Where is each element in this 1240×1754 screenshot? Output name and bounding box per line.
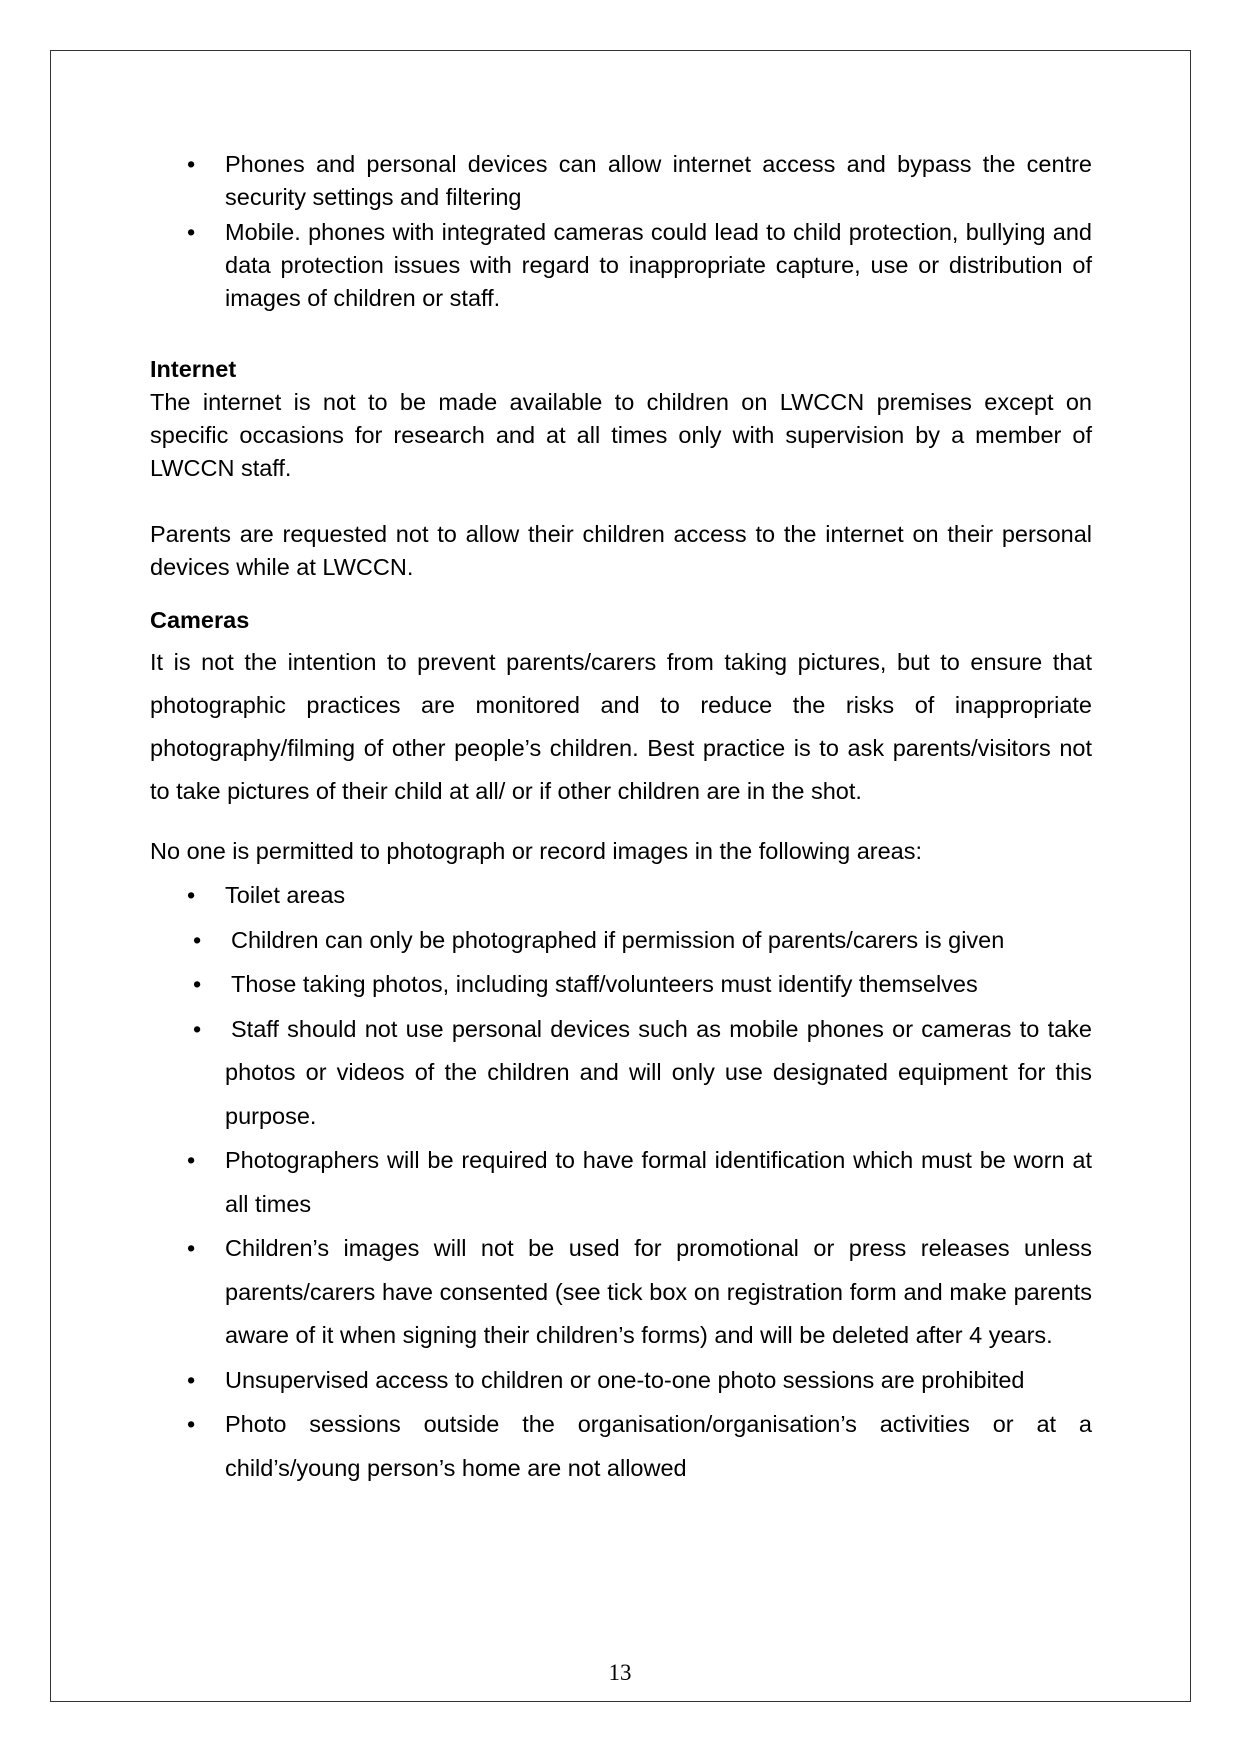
intro-bullet-list	[150, 148, 1092, 315]
list-item: • Photo sessions outside the organisation/organisation’s activities or at a child’s/young person’s home are not allowed	[150, 1403, 1092, 1490]
cameras-paragraph: It is not the intention to prevent parents/carers from taking pictures, but to ensure that photographic practices are monitored and to reduce the risks of inappropriate photography/filming of other people’s children. Best practice is to ask parents/visitors not to take pictures of their child at all/ or if other children are in the shot.	[150, 649, 1092, 804]
cameras-bullet-list	[150, 874, 1092, 1490]
cameras-restriction-paragraph: No one is permitted to photograph or record images in the following areas:	[150, 838, 923, 864]
list-item: • Those taking photos, including staff/volunteers must identify themselves	[150, 963, 1092, 1007]
list-item: • Toilet areas	[150, 874, 1092, 918]
list-item: • Staff should not use personal devices such as mobile phones or cameras to take photos or videos of the children and will only use designated equipment for this purpose.	[150, 1008, 1092, 1139]
list-item: • Phones and personal devices can allow internet access and bypass the centre security settings and filtering	[150, 148, 1092, 214]
page-content	[150, 148, 1092, 1491]
list-item: • Unsupervised access to children or one-to-one photo sessions are prohibited	[150, 1359, 1092, 1403]
list-item: • Mobile. phones with integrated cameras could lead to child protection, bullying and data protection issues with regard to inappropriate capture, use or distribution of images of children or staff.	[150, 216, 1092, 315]
internet-paragraph: The internet is not to be made available to children on LWCCN premises except on specific occasions for research and at all times only with supervision by a member of LWCCN staff.	[150, 389, 1092, 481]
list-item: • Photographers will be required to have formal identification which must be worn at all times	[150, 1139, 1092, 1226]
page-number: 13	[608, 1660, 632, 1685]
cameras-heading: Cameras	[150, 607, 250, 633]
internet-heading: Internet	[150, 356, 237, 382]
list-item: • Children can only be photographed if permission of parents/carers is given	[150, 919, 1092, 963]
list-item: • Children’s images will not be used for promotional or press releases unless parents/carers have consented (see tick box on registration form and make parents aware of it when signing their children’s forms) and will be deleted after 4 years.	[150, 1227, 1092, 1358]
internet-parents-paragraph: Parents are requested not to allow their children access to the internet on their personal devices while at LWCCN.	[150, 521, 1092, 580]
